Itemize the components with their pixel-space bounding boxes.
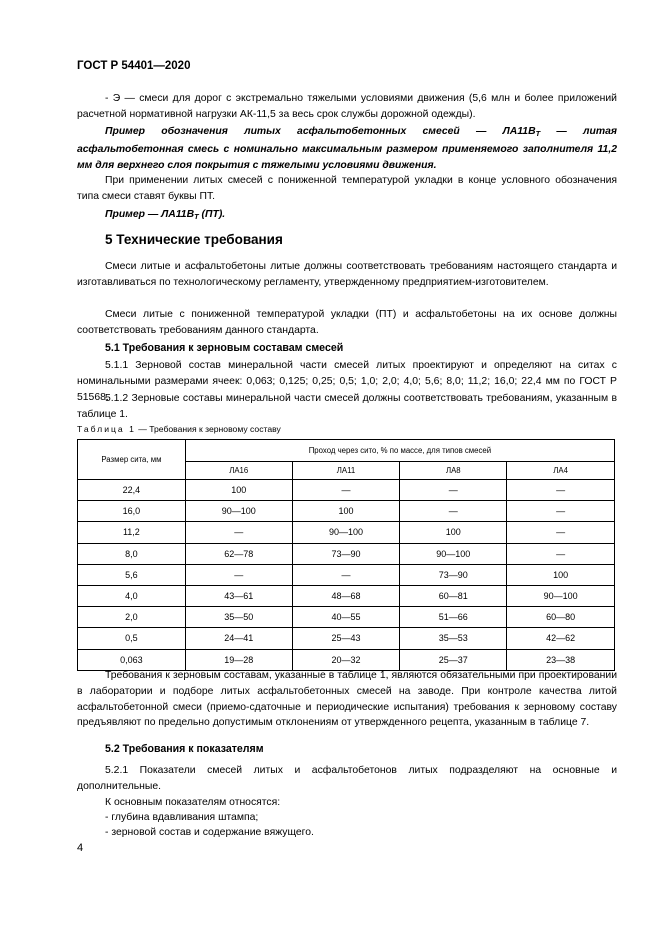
table-cell: 62—78 [185, 543, 292, 564]
list-item-grading-binder: - зерновой состав и содержание вяжущего. [105, 827, 314, 838]
table-cell: 40—55 [292, 607, 400, 628]
table-cell: — [507, 522, 615, 543]
table-cell: 35—53 [400, 628, 507, 649]
example-1-text-a: Пример обозначения литых асфальтобетонных смесей — ЛА11В [105, 126, 536, 137]
table-row [78, 585, 615, 606]
table-1-caption-text: — Требования к зерновому составу [135, 424, 281, 434]
table-cell: 25—43 [292, 628, 400, 649]
table-cell: 90—100 [185, 501, 292, 522]
sieve-grading-table [77, 439, 615, 671]
table-cell: — [292, 564, 400, 585]
table-cell: 90—100 [400, 543, 507, 564]
table-cell: 23—38 [507, 649, 615, 670]
table-cell: 90—100 [507, 585, 615, 606]
table-cell: — [507, 501, 615, 522]
section-5-1-heading: 5.1 Требования к зерновым составам смесей [105, 342, 344, 354]
clause-5-1-1: 5.1.1 Зерновой состав минеральной части смесей литых проектируют и определяют на ситах с номинальными размерами ячеек: 0,063; 0,125; 0,25; 0,5; 1,0; 2,0; 4,0; 5,6; 8,0; 11,2; 16,0; 22,4 мм по ГОСТ Р 51568. [77, 360, 617, 403]
table-cell: 90—100 [292, 522, 400, 543]
table-1-caption [77, 424, 281, 434]
table-cell: 43—61 [185, 585, 292, 606]
list-item-extreme-traffic: - Э — смеси для дорог с экстремально тяжелыми условиями движения (5,6 млн и более приложений расчетной нормативной нагрузки АК-11,5 за весь срок службы дорожной одежды). [77, 93, 617, 120]
table-cell: — [507, 480, 615, 501]
table-cell: 42—62 [507, 628, 615, 649]
document-code-header: ГОСТ Р 54401—2020 [77, 60, 191, 72]
table-cell: 73—90 [400, 564, 507, 585]
clause-5-2-1: 5.2.1 Показатели смесей литых и асфальтобетонов литых подразделяют на основные и дополнительные. [77, 765, 617, 792]
column-header-type: ЛА11 [292, 462, 400, 480]
table-row [78, 543, 615, 564]
list-item-stamp-depth: - глубина вдавливания штампа; [105, 812, 259, 823]
table-cell: 8,0 [78, 543, 186, 564]
table-cell: 60—80 [507, 607, 615, 628]
table-row [78, 607, 615, 628]
table-cell: 25—37 [400, 649, 507, 670]
example-1-text-b: — литая асфальтобетонная смесь с номинально максимальным размером применяемого заполнителя 11,2 мм для верхнего слоя покрытия с тяжелыми условиями движения. [77, 126, 617, 171]
table-cell: 100 [400, 522, 507, 543]
table-cell: 0,063 [78, 649, 186, 670]
designation-example-1 [77, 124, 617, 173]
table-cell: 5,6 [78, 564, 186, 585]
table-cell: — [400, 480, 507, 501]
table-cell: 73—90 [292, 543, 400, 564]
table-cell: 19—28 [185, 649, 292, 670]
table-cell: 48—68 [292, 585, 400, 606]
table-cell: 20—32 [292, 649, 400, 670]
table-cell: — [185, 564, 292, 585]
table-cell: 60—81 [400, 585, 507, 606]
table-row [78, 649, 615, 670]
grading-requirements-paragraph: Требования к зерновым составам, указанные в таблице 1, являются обязательными при проектировании в лаборатории и подборе литых асфальтобетонных смесей на заводе. При контроле качества литой асфальтобетонной смеси (приемо-сдаточные и периодические испытания) требования к зерновому составу предъявляют по предельно допустимым отклонениям от утвержденного рецепта, указанным в таблице 7. [77, 670, 617, 729]
table-cell: 24—41 [185, 628, 292, 649]
table-1-caption-label: Таблица 1 [77, 424, 136, 434]
table-cell: — [292, 480, 400, 501]
table-cell: 100 [185, 480, 292, 501]
table-cell: 11,2 [78, 522, 186, 543]
example-2-text-b: (ПТ). [198, 209, 226, 220]
table-cell: 35—50 [185, 607, 292, 628]
table-cell: — [185, 522, 292, 543]
page-number: 4 [77, 842, 84, 854]
column-header-passing-group: Проход через сито, % по массе, для типов смесей [185, 440, 614, 462]
table-row [78, 522, 615, 543]
table-cell: 16,0 [78, 501, 186, 522]
table-cell: 0,5 [78, 628, 186, 649]
main-indicators-intro: К основным показателям относятся: [105, 797, 281, 808]
example-1-subscript: Т [535, 129, 541, 138]
example-2-text-a: Пример — ЛА11В [105, 209, 195, 220]
section-5-paragraph-2: Смеси литые с пониженной температурой укладки (ПТ) и асфальтобетоны на их основе должны соответствовать требованиям данного стандарта. [77, 309, 617, 336]
table-cell: — [507, 543, 615, 564]
table-cell: 51—66 [400, 607, 507, 628]
column-header-type: ЛА4 [507, 462, 615, 480]
column-header-type: ЛА8 [400, 462, 507, 480]
section-5-heading: 5 Технические требования [105, 232, 283, 247]
example-2-subscript: Т [194, 212, 199, 221]
table-cell: 100 [507, 564, 615, 585]
table-row [78, 480, 615, 501]
table-cell: 2,0 [78, 607, 186, 628]
section-5-paragraph-1: Смеси литые и асфальтобетоны литые должны соответствовать требованиям настоящего стандарта и изготавливаться по технологическому регламенту, утвержденному предприятием-изготовителем. [77, 261, 617, 288]
table-cell: — [400, 501, 507, 522]
column-header-sieve-size: Размер сита, мм [78, 440, 186, 480]
column-header-type: ЛА16 [185, 462, 292, 480]
table-cell: 100 [292, 501, 400, 522]
pt-designation-note: При применении литых смесей с пониженной температурой укладки в конце условного обозначения типа смеси ставят буквы ПТ. [77, 175, 617, 202]
table-cell: 22,4 [78, 480, 186, 501]
section-5-2-heading: 5.2 Требования к показателям [105, 743, 264, 755]
clause-5-1-2: 5.1.2 Зерновые составы минеральной части смесей должны соответствовать требованиям, указанным в таблице 1. [77, 393, 617, 420]
table-row [78, 501, 615, 522]
table-row [78, 564, 615, 585]
table-cell: 4,0 [78, 585, 186, 606]
table-row [78, 628, 615, 649]
designation-example-2 [77, 207, 617, 225]
